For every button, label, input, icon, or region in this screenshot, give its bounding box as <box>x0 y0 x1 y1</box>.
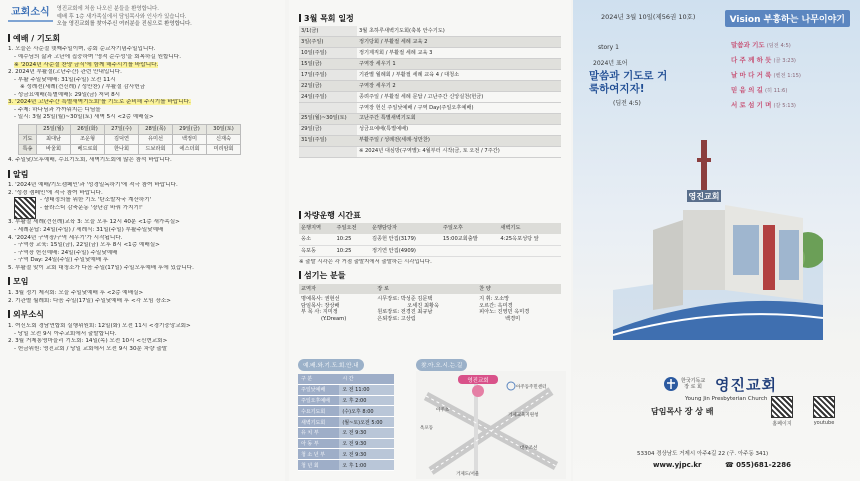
worship-line: - 예수님의 삶과 고난에 집중하며 '영적 순수성'을 회복하길 원합니다. <box>14 54 181 61</box>
pastoral-table <box>299 26 561 157</box>
external-line: 2. 3월 거제통영마을리 기도회: 14일(목) 오전 10시 <신현교회> <box>8 338 168 345</box>
pastoral-date: 31일(주일) <box>299 135 357 146</box>
external-line: - 당일 오전 9시 아주교회에서 출발합니다. <box>14 330 117 337</box>
pastoral-date: 17일(주일) <box>299 70 357 81</box>
vehicle-cell <box>441 245 499 257</box>
welcome-line-3: 오늘 영진교회를 찾아주신 여러분을 진심으로 환영합니다. <box>56 21 192 28</box>
table-cell: 최대남 <box>37 134 71 144</box>
schedule-title: 예.배.와.기.도.회.안.내 <box>298 359 364 371</box>
notice-line: 2. '성경 캠페인'에 적극 참여 바랍니다. <box>8 189 103 196</box>
vehicle-cell: 옥포동 <box>299 245 335 257</box>
qr-code-icon <box>771 396 793 418</box>
worship-line: 3. '2024년 고난주간 특별새벽기도회'를 기도로 준비해 주시기를 바랍니다. <box>8 99 191 106</box>
vehicle-header: 운행지역 <box>299 223 335 234</box>
table-cell: 드보라회 <box>139 144 173 154</box>
year-theme-ref: (딤전 4:5) <box>613 100 641 107</box>
table-cell: 바울회 <box>37 144 71 154</box>
servants-header: 장 로 <box>375 284 477 295</box>
pastoral-date <box>299 146 357 157</box>
directions-map <box>416 352 566 477</box>
welcome-header <box>8 6 279 29</box>
bulletin-date: 2024년 3월 10일(제56권 10호) <box>601 13 696 21</box>
pastoral-date: 10일(주일) <box>299 48 357 59</box>
vehicle-cell <box>498 245 561 257</box>
servant-name: (Y.Dream) <box>321 316 347 323</box>
map-label: 옥포동 <box>420 426 434 431</box>
vehicle-cell: 4:25옥포성당 앞 <box>498 234 561 245</box>
table-cell: 조운형 <box>71 134 105 144</box>
vehicle-cell: 15:00교회출발 <box>441 234 499 245</box>
vehicle-cell: 10:25 <box>335 245 371 257</box>
worship-line: 2. 2024년 부활절(고난주간) 관련 안내입니다. <box>8 69 122 76</box>
map-label: 대우조선 <box>520 446 538 451</box>
pastoral-date: 24일(주일) <box>299 92 357 103</box>
schedule-table <box>298 374 394 471</box>
building-sign: 영진교회 <box>688 192 720 201</box>
welcome-line-1: 영진교회에 처음 나오신 분들을 환영합니다. <box>56 6 159 12</box>
table-cell: 신재숙 <box>207 134 241 144</box>
qr-links <box>765 396 841 427</box>
schedule-name: 청 년 회 <box>298 460 339 471</box>
vehicle-header: 주일오후 <box>441 223 499 234</box>
year-theme-label: 2024년 표어 <box>593 60 628 67</box>
table-cell: 유미선 <box>139 134 173 144</box>
external-line: - 헌금위원: 영진교회 / 당일 교회에서 오전 9시 30분 차량 출발 <box>14 345 168 352</box>
table-cell: 에스더회 <box>173 144 207 154</box>
vehicle-cell: 정기연 안집(4909) <box>370 245 441 257</box>
pastoral-text: 부활주일 / 성례전(세례·성만찬) <box>357 135 561 146</box>
qr-label: 홈페이지 <box>772 421 792 427</box>
pastoral-text: 종려주일 / 부활절 세례 문답 / 고난주간 신앙실천(헌금) <box>357 92 561 103</box>
pastoral-date: 3일(주일) <box>299 37 357 48</box>
vehicle-header: 주일오전 <box>335 223 371 234</box>
youtube-qr[interactable] <box>807 396 841 427</box>
map-title: 찾.아.오.시.는.길 <box>416 359 467 371</box>
notice-line: 5. 부활절 맞이 교회 대청소가 다음 주일(17일) 주일오후예배 후에 있습니다. <box>8 264 194 271</box>
map-drawing <box>416 371 566 479</box>
map-label: 아주동주민센터 <box>516 385 547 390</box>
pastoral-text: 기관별 월례회 / 부활절 세례 교육 4 / 대청소 <box>357 70 561 81</box>
left-column <box>0 0 285 481</box>
servants-header: 교역자 <box>299 284 375 295</box>
external-line: 1. 여신도회 경남연합회 실행위원회: 12일(화) 오전 11시 <경기중앙교회> <box>8 322 191 329</box>
schedule-name: 청 소 년 부 <box>298 449 339 460</box>
meeting-line: 2. 기관별 월례회: 다음 주일(17일) 주일낮예배 후 <각 모임 장소> <box>8 297 171 304</box>
servant-name: 지 휘: 오소망 <box>479 295 510 302</box>
schedule-name: 새벽기도회 <box>298 417 339 428</box>
schedule-name: 주일낮예배 <box>298 384 339 395</box>
pastoral-text: 고난주간 특별새벽기도회 <box>357 113 561 124</box>
servant-name: 담임목사: 장상배 <box>301 302 340 309</box>
vehicle-note: ※ 출발 시각은 각 거점 출발지에서 출발하는 시각입니다. <box>299 259 432 266</box>
worship-line: - 일시: 3월 25일(월)~30일(토) 새벽 5시 <2층 예배실> <box>14 114 154 121</box>
table-cell: 김덕연 <box>105 134 139 144</box>
servant-name: 오세진 최황욱 <box>407 302 439 309</box>
servants-title: 섬기는 분들 <box>299 271 565 281</box>
worship-line: - 부활 주일낮예배: 31일(주일) 오전 11시 <box>14 76 116 83</box>
notice-line: - 세례문답: 24일(주일) / 세례식: 31일(주일) 부활주일낮예배 <box>14 226 164 233</box>
schedule-name: 유 치 부 <box>298 427 339 438</box>
schedule-time: 오 전 9:30 <box>339 449 394 460</box>
verse-item: 서 로 섬 기 며 (갈 5:13) <box>731 101 796 109</box>
map-church-label: 영진교회 <box>467 378 489 384</box>
pastoral-text: 구역장 세우기 2 <box>357 81 561 92</box>
servants-header: 찬 양 <box>477 284 561 295</box>
pastoral-date <box>299 102 357 113</box>
notice-title: 알림 <box>8 170 279 181</box>
section-tag: 교회소식 <box>8 6 53 22</box>
pastoral-text: ※ 2024년 대심방(구역별): 4월부터 시작(금, 토 오전 / 7주간) <box>357 146 561 157</box>
notice-line: - 구역장 교육: 15일(금), 22일(금) 오후 8시 <1층 예배실> <box>14 242 160 249</box>
pastoral-date: 25일(월)~30일(토) <box>299 113 357 124</box>
pastoral-text: 3월 초하루새벽기도회(축복 안수기도) <box>357 26 561 36</box>
church-building-photo <box>613 130 823 340</box>
schedule-header: 구 분 <box>298 374 339 384</box>
pastoral-date: 3/1(금) <box>299 26 357 36</box>
map-label: 거제교육지원청 <box>508 413 539 418</box>
denomination: 한국기독교 장 로 회 <box>681 378 706 390</box>
pastoral-date: 29일(금) <box>299 124 357 135</box>
worship-line: ※ '2024년 사순절 찬양 금식'에 함께 해주시기를 바랍니다. <box>14 61 159 68</box>
church-name: 영진교회 <box>715 376 777 394</box>
schedule-time: 오 전 11:00 <box>339 384 394 395</box>
table-cell: 미리암회 <box>207 144 241 154</box>
day-header: 27일(수) <box>105 124 139 134</box>
notice-line: - 플라스틱 감축운동 '장난감 바꿔 가지기!' <box>40 204 143 211</box>
worship-line: - 주제: 하나님과 가까워지는 디딤돌 <box>14 106 101 113</box>
day-header: 28일(목) <box>139 124 173 134</box>
vision-verses <box>731 40 851 115</box>
notice-line: - 구역 Day: 24일(주일) 주일낮예배 후 <box>14 257 109 264</box>
row-label: 기도 <box>19 134 37 144</box>
notice-line: - 생태정의를 위한 기도 '탄소발자국 계산하기' <box>40 197 152 204</box>
story-label: story 1 <box>598 44 619 51</box>
qr-code-icon <box>813 396 835 418</box>
schedule-time: 오 후 2:00 <box>339 395 394 406</box>
worship-line: - 성금요예배(특별예배): 29일(금) 저녁 8시 <box>14 91 121 98</box>
table-cell: 한나회 <box>105 144 139 154</box>
worship-line: ※ 성례전(세례(견신례) / 성만찬) / 부활절 감사헌금 <box>20 84 146 91</box>
servants-table <box>299 284 561 325</box>
worship-line: 4. 주일낮/오후예배, 수요기도회, 새벽기도회에 많은 참석 바랍니다. <box>8 157 172 163</box>
worship-title: 예배 / 기도회 <box>8 34 279 45</box>
qr-code-icon[interactable] <box>14 197 36 219</box>
day-header: 26일(화) <box>71 124 105 134</box>
vehicle-header: 새벽기도 <box>498 223 561 234</box>
schedule-time: 오 전 9:30 <box>339 438 394 449</box>
church-marker-icon <box>472 385 484 397</box>
vehicle-title: 차량운행 시간표 <box>299 211 565 221</box>
servant-name: 피아노: 진영민 옥미경 <box>479 309 530 316</box>
servant-name: 시무장로: 박성준 김문택 <box>377 295 433 302</box>
notice-line: - 구역장 헌신예배: 24일(주일) 주일낮예배 <box>14 249 118 256</box>
schedule-time: 오 후 1:00 <box>339 460 394 471</box>
vehicle-cell: 10:25 <box>335 234 371 245</box>
notice-line: 1. '2024년 예배/기도캠페인'과 '성경일독하기'에 적극 참여 바랍니다. <box>8 182 178 189</box>
verse-item: 믿 음 의 길 (히 11:6) <box>731 86 788 94</box>
external-title: 외부소식 <box>8 310 279 321</box>
church-name-english: Young Jin Presbyterian Church <box>685 396 768 402</box>
servant-name: 은퇴장로: 고상림 <box>377 316 416 323</box>
row-label: 특송 <box>19 144 37 154</box>
church-phone: ☎ 055)681-2286 <box>725 461 791 469</box>
table-cell: 베드로회 <box>71 144 105 154</box>
map-label: 아주초 <box>436 408 450 413</box>
vehicle-header: 운행담당자 <box>370 223 441 234</box>
schedule-time: (수)오후 8:00 <box>339 406 394 417</box>
homepage-qr[interactable] <box>765 396 799 427</box>
schedule-name: 주일오후예배 <box>298 395 339 406</box>
church-address: 53304 경상남도 거제시 아주4길 22 (구. 아주동 341) <box>637 451 769 457</box>
welcome-line-2: 예배 후 1층 새가족실에서 담임목사와 인사가 있습니다. <box>56 13 187 20</box>
schedule-header: 시 간 <box>339 374 394 384</box>
pastoral-text: 정기제직회 / 부활절 세례 교육 3 <box>357 48 561 59</box>
servant-name: 오르간: 옥미경 <box>479 302 513 309</box>
day-header: 25일(월) <box>37 124 71 134</box>
meeting-title: 모임 <box>8 277 279 288</box>
year-theme: 말씀과 기도로 거룩하여지자! <box>589 70 668 96</box>
verse-item: 다 주 께 하 듯 (골 3:23) <box>731 56 796 64</box>
pastoral-text: 구역장 헌신 주일낮예배 / 구역 Day(주일오후예배) <box>357 102 561 113</box>
worship-line: 1. 오늘은 사순절 넷째주일이며, 총회 순교자기념주일입니다. <box>8 46 156 53</box>
schedule-box <box>298 352 383 471</box>
church-logo-icon <box>663 376 679 392</box>
pastoral-title: 3월 목회 일정 <box>299 14 565 24</box>
pastoral-date: 15일(금) <box>299 59 357 70</box>
servant-name: 명예목사: 권현선 <box>301 295 340 302</box>
servant-name: 부 목 사: 지미정 <box>301 309 338 316</box>
pastoral-text: 구역장 세우기 1 <box>357 59 561 70</box>
schedule-name: 수요기도회 <box>298 406 339 417</box>
verse-item: 말씀과 기도 (딤전 4:5) <box>731 41 791 49</box>
day-header: 30일(토) <box>207 124 241 134</box>
prayer-table <box>18 124 241 155</box>
pastoral-text: 정기당회 / 부활절 세례 교육 2 <box>357 37 561 48</box>
pastoral-date: 22일(금) <box>299 81 357 92</box>
verse-item: 날 마 다 거 룩 (벧전 1:15) <box>731 71 801 79</box>
senior-pastor: 담임목사 장 상 배 <box>651 407 714 416</box>
servant-name: 원로장로: 전경진 최규남 <box>377 309 433 316</box>
table-cell: 백정미 <box>173 134 207 144</box>
vehicle-cell: 옹소 <box>299 234 335 245</box>
servant-name: 백경미 <box>505 316 521 323</box>
schedule-time: 오 전 9:30 <box>339 427 394 438</box>
cover-panel <box>573 0 860 481</box>
map-label: 거제도/서울 <box>456 472 480 477</box>
vehicle-cell: 김종헌 안집(3179) <box>370 234 441 245</box>
day-header: 29일(금) <box>173 124 207 134</box>
schedule-time: (월~토)오전 5:00 <box>339 417 394 428</box>
pastoral-text: 성금요예배(특별예배) <box>357 124 561 135</box>
schedule-name: 아 동 부 <box>298 438 339 449</box>
church-website[interactable]: www.yjpc.kr <box>653 461 702 469</box>
qr-label: youtube <box>813 420 835 426</box>
vehicle-table <box>299 223 561 257</box>
notice-line: 3. 부활절 세례(견신례)교육 3: 오늘 오후 12시 40분 <1층 새가족실> <box>8 219 180 226</box>
vision-banner: Vision 부흥하는 나무이야기 <box>725 10 850 27</box>
meeting-line: 1. 3월 정기 제직회: 오늘 주일낮예배 후 <2층 예배실> <box>8 290 144 297</box>
notice-line: 4. '2024년 구역장/구역 세우기'가 시작됩니다. <box>8 234 123 241</box>
